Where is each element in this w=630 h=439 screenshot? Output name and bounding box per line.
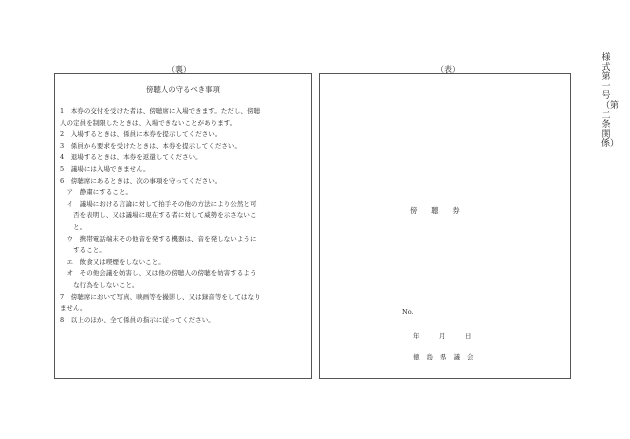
front-side-label: （表） — [436, 65, 460, 74]
ticket-title: 傍聴券 — [410, 206, 474, 215]
rule-line: 8 以上のほか、全て係員の指示に従ってください。 — [60, 315, 215, 324]
rule-line: な行為をしないこと。 — [60, 280, 139, 289]
rule-line: と。 — [60, 222, 87, 231]
rule-line: 7 傍聴席において写真、映画等を撮影し、又は録音等をしてはなり — [60, 292, 261, 301]
rule-line: 5 議場には入場できません。 — [60, 164, 150, 173]
issue-date: 年 月 日 — [413, 332, 472, 340]
rules-title: 傍聴人の守るべき事項 — [146, 85, 220, 94]
rule-line: 人の定員を制限したときは、入場できないことがあります。 — [60, 118, 237, 127]
rule-line: 6 傍聴席にあるときは、次の事項を守ってください。 — [60, 176, 222, 185]
ticket-number-label: No. — [402, 308, 414, 316]
rule-line: ウ 携帯電話端末その他音を発する機器は、音を発しないように — [60, 234, 257, 243]
rule-line: 否を表明し、又は議場に現在する者に対して威勢を示さないこ — [60, 211, 257, 220]
front-panel — [319, 73, 571, 379]
form-number-label: 様式第一号（第二条関係） — [601, 53, 620, 150]
rule-line: 4 退場するときは、本券を返還してください。 — [60, 153, 202, 162]
rule-line: イ 議場における言論に対して拍手その他の方法により公然と可 — [60, 199, 257, 208]
issuer-name: 徳島県議会 — [413, 353, 481, 361]
rule-line: すること。 — [60, 246, 106, 255]
rules-list — [60, 106, 309, 326]
rule-line: 3 係員から要求を受けたときは、本券を提示してください。 — [60, 141, 242, 150]
rule-line: ません。 — [60, 304, 87, 313]
back-side-label: （裏） — [167, 65, 191, 74]
rule-line: オ その他会議を妨害し、又は他の傍聴人の傍聴を妨害するよう — [60, 269, 257, 278]
rule-line: ア 静粛にすること。 — [60, 188, 133, 197]
rule-line: 2 入場するときは、係員に本券を提示してください。 — [60, 130, 222, 139]
back-panel — [54, 73, 312, 379]
rule-line: エ 飲食又は喫煙をしないこと。 — [60, 257, 165, 266]
rule-line: 1 本券の交付を受けた者は、傍聴席に入場できます。ただし、傍聴 — [60, 107, 261, 115]
